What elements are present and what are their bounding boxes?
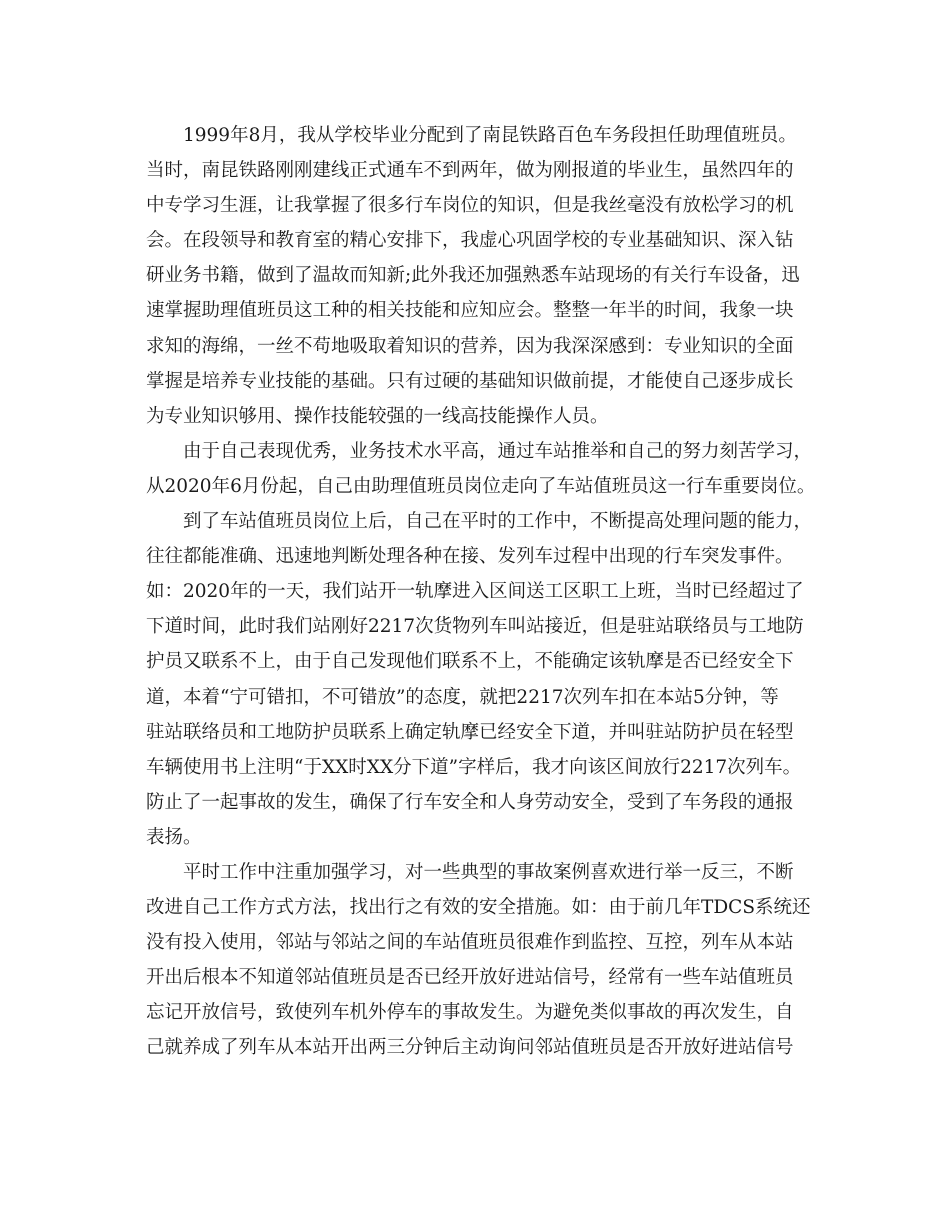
text-line: 1999年8月，我从学校毕业分配到了南昆铁路百色车务段担任助理值班员。: [183, 125, 797, 146]
document-body: [146, 118, 822, 1066]
text-line: 改进自己工作方式方法，找出行之有效的安全措施。如：由于前几年TDCS系统还: [146, 897, 811, 919]
text-line: 掌握是培养专业技能的基础。只有过硬的基础知识做前提，才能使自己逐步成长: [146, 370, 794, 392]
text-line: 护员又联系不上，由于自己发现他们联系不上，不能确定该轨摩是否已经安全下: [146, 651, 794, 673]
text-line: 中专学习生涯，让我掌握了很多行车岗位的知识，但是我丝毫没有放松学习的机: [146, 195, 794, 217]
text-line: 下道时间，此时我们站刚好2217次货物列车叫站接近，但是驻站联络员与工地防: [146, 616, 804, 638]
text-line: 防止了一起事故的发生，确保了行车安全和人身劳动安全，受到了车务段的通报: [146, 791, 794, 813]
text-line: 研业务书籍，做到了温故而知新;此外我还加强熟悉车站现场的有关行车设备，迅: [146, 265, 800, 287]
text-line: 表扬。: [146, 826, 202, 848]
text-line: 平时工作中注重加强学习，对一些典型的事故案例喜欢进行举一反三，不断: [183, 861, 794, 883]
text-line: 往往都能准确、迅速地判断处理各种在接、发列车过程中出现的行车突发事件。: [146, 546, 794, 568]
text-line: 当时，南昆铁路刚刚建线正式通车不到两年，做为刚报道的毕业生，虽然四年的: [146, 160, 794, 182]
text-line: 己就养成了列车从本站开出两三分钟后主动询问邻站值班员是否开放好进站信号: [146, 1037, 794, 1059]
text-line: 忘记开放信号，致使列车机外停车的事故发生。为避免类似事故的再次发生，自: [146, 1002, 794, 1024]
text-line: 开出后根本不知道邻站值班员是否已经开放好进站信号，经常有一些车站值班员: [146, 967, 794, 989]
text-line: 车辆使用书上注明“于XX时XX分下道”字样后，我才向该区间放行2217次列车。: [146, 756, 802, 778]
text-line: 求知的海绵，一丝不苟地吸取着知识的营养，因为我深深感到：专业知识的全面: [146, 335, 794, 357]
text-line: 到了车站值班员岗位上后，自己在平时的工作中，不断提高处理问题的能力，: [183, 511, 813, 533]
text-line: 没有投入使用，邻站与邻站之间的车站值班员很难作到监控、互控，列车从本站: [146, 932, 794, 954]
text-line: 如：2020年的一天，我们站开一轨摩进入区间送工区职工上班，当时已经超过了: [146, 581, 804, 603]
text-line: 驻站联络员和工地防护员联系上确定轨摩已经安全下道，并叫驻站防护员在轻型: [146, 721, 794, 743]
text-line: 速掌握助理值班员这工种的相关技能和应知应会。整整一年半的时间，我象一块: [146, 300, 794, 322]
text-line: 道，本着“宁可错扣，不可错放”的态度，就把2217次列车扣在本站5分钟，等: [146, 686, 779, 708]
text-line: 会。在段领导和教育室的精心安排下，我虚心巩固学校的专业基础知识、深入钻: [146, 230, 794, 252]
text-line: 从2020年6月份起，自己由助理值班员岗位走向了车站值班员这一行车重要岗位。: [146, 475, 816, 497]
text-line: 为专业知识够用、操作技能较强的一线高技能操作人员。: [146, 405, 609, 427]
text-line: 由于自己表现优秀，业务技术水平高，通过车站推举和自己的努力刻苦学习，: [183, 440, 813, 462]
